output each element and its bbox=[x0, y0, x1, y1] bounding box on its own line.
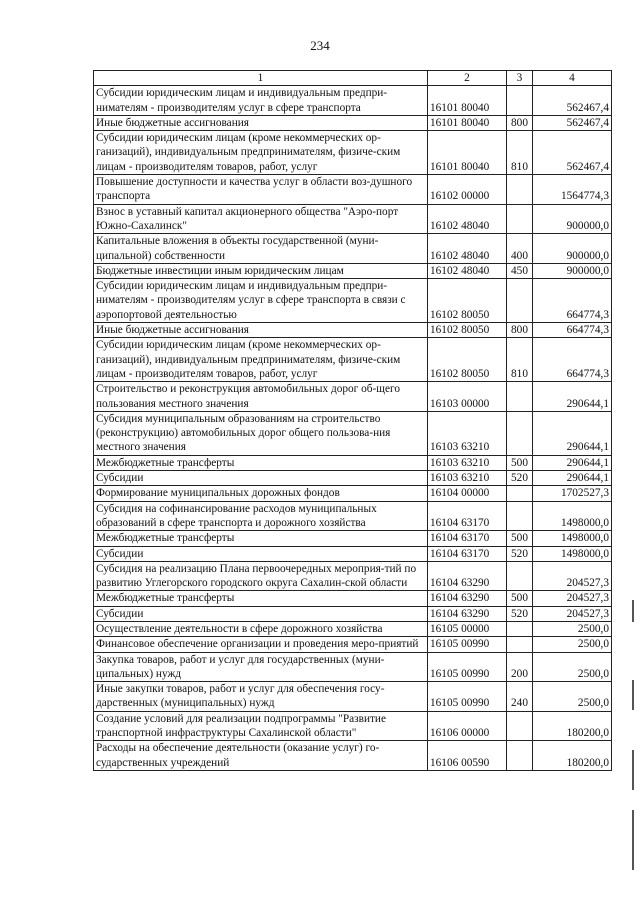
table-row bbox=[94, 561, 612, 591]
row-type bbox=[507, 637, 533, 652]
table-row bbox=[94, 711, 612, 741]
row-type: 810 bbox=[507, 338, 533, 382]
row-amount: 900000,0 bbox=[533, 234, 612, 264]
row-type: 520 bbox=[507, 606, 533, 621]
table-row bbox=[94, 546, 612, 561]
row-code: 16106 00000 bbox=[428, 711, 507, 741]
row-amount: 204527,3 bbox=[533, 561, 612, 591]
table-row bbox=[94, 471, 612, 486]
row-amount: 664774,3 bbox=[533, 323, 612, 338]
row-name: Формирование муниципальных дорожных фондов bbox=[94, 486, 428, 501]
header-col-2: 2 bbox=[428, 71, 507, 86]
row-type: 810 bbox=[507, 131, 533, 175]
row-name: Создание условий для реализации подпрограммы "Развитие транспортной инфраструктуры Сахалинской области" bbox=[94, 711, 428, 741]
table-row bbox=[94, 531, 612, 546]
row-type bbox=[507, 279, 533, 323]
row-name: Осуществление деятельности в сфере дорожного хозяйства bbox=[94, 621, 428, 636]
row-type: 200 bbox=[507, 652, 533, 682]
row-name: Субсидия муниципальным образованиям на строительство (реконструкцию) автомобильных дорог общего пользова-ния местного значения bbox=[94, 411, 428, 455]
row-name: Субсидия на софинансирование расходов муниципальных образований в сфере транспорта и дорожного хозяйства bbox=[94, 501, 428, 531]
row-name: Субсидии bbox=[94, 546, 428, 561]
row-code: 16103 00000 bbox=[428, 382, 507, 412]
row-amount: 290644,1 bbox=[533, 411, 612, 455]
row-amount: 180200,0 bbox=[533, 741, 612, 771]
row-type: 500 bbox=[507, 455, 533, 470]
row-name: Межбюджетные трансферты bbox=[94, 455, 428, 470]
row-name: Закупка товаров, работ и услуг для государственных (муни-ципальных) нужд bbox=[94, 652, 428, 682]
table-row bbox=[94, 652, 612, 682]
row-code: 16104 63170 bbox=[428, 546, 507, 561]
row-name: Расходы на обеспечение деятельности (оказание услуг) го-сударственных учреждений bbox=[94, 741, 428, 771]
row-code: 16103 63210 bbox=[428, 471, 507, 486]
row-name: Бюджетные инвестиции иным юридическим лицам bbox=[94, 263, 428, 278]
table-row bbox=[94, 175, 612, 205]
row-name: Межбюджетные трансферты bbox=[94, 531, 428, 546]
row-code: 16102 48040 bbox=[428, 263, 507, 278]
row-code: 16102 80050 bbox=[428, 338, 507, 382]
row-code: 16102 80050 bbox=[428, 279, 507, 323]
row-type: 500 bbox=[507, 591, 533, 606]
row-code: 16102 00000 bbox=[428, 175, 507, 205]
row-amount: 664774,3 bbox=[533, 338, 612, 382]
table-row bbox=[94, 323, 612, 338]
row-type: 400 bbox=[507, 234, 533, 264]
row-name: Субсидии юридическим лицам и индивидуальным предпри-нимателям - производителям услуг в сфере транспорта bbox=[94, 86, 428, 116]
row-amount: 2500,0 bbox=[533, 637, 612, 652]
row-amount: 664774,3 bbox=[533, 279, 612, 323]
row-type bbox=[507, 501, 533, 531]
row-type bbox=[507, 486, 533, 501]
table-row bbox=[94, 382, 612, 412]
row-code: 16104 63290 bbox=[428, 561, 507, 591]
header-col-4: 4 bbox=[533, 71, 612, 86]
row-type: 240 bbox=[507, 682, 533, 712]
table-row bbox=[94, 637, 612, 652]
table-row bbox=[94, 411, 612, 455]
row-type bbox=[507, 561, 533, 591]
row-type: 520 bbox=[507, 546, 533, 561]
budget-table bbox=[93, 70, 612, 771]
table-header-row bbox=[94, 71, 612, 86]
table-row bbox=[94, 486, 612, 501]
row-name: Субсидии bbox=[94, 471, 428, 486]
row-name: Повышение доступности и качества услуг в области воз-душного транспорта bbox=[94, 175, 428, 205]
row-type: 800 bbox=[507, 115, 533, 130]
header-col-3: 3 bbox=[507, 71, 533, 86]
row-amount: 290644,1 bbox=[533, 471, 612, 486]
row-type bbox=[507, 741, 533, 771]
table-row bbox=[94, 606, 612, 621]
table-row bbox=[94, 501, 612, 531]
table-row bbox=[94, 591, 612, 606]
row-type bbox=[507, 411, 533, 455]
row-amount: 1702527,3 bbox=[533, 486, 612, 501]
row-amount: 290644,1 bbox=[533, 455, 612, 470]
page-number: 234 bbox=[310, 38, 330, 53]
row-amount: 900000,0 bbox=[533, 204, 612, 234]
row-code: 16102 48040 bbox=[428, 204, 507, 234]
row-code: 16102 48040 bbox=[428, 234, 507, 264]
table-row bbox=[94, 115, 612, 130]
row-name: Иные бюджетные ассигнования bbox=[94, 323, 428, 338]
row-name: Субсидия на реализацию Плана первоочередных мероприя-тий по развитию Углегорского городского округа Сахалин-ской области bbox=[94, 561, 428, 591]
row-amount: 2500,0 bbox=[533, 621, 612, 636]
scan-edge-marks bbox=[628, 600, 634, 900]
row-name: Финансовое обеспечение организации и проведения меро-приятий bbox=[94, 637, 428, 652]
row-type bbox=[507, 621, 533, 636]
table-row bbox=[94, 682, 612, 712]
row-code: 16104 63170 bbox=[428, 531, 507, 546]
row-amount: 2500,0 bbox=[533, 682, 612, 712]
table-row bbox=[94, 338, 612, 382]
row-type bbox=[507, 86, 533, 116]
table-row bbox=[94, 86, 612, 116]
row-amount: 204527,3 bbox=[533, 606, 612, 621]
row-name: Строительство и реконструкция автомобильных дорог об-щего пользования местного значения bbox=[94, 382, 428, 412]
row-amount: 562467,4 bbox=[533, 86, 612, 116]
row-name: Капитальные вложения в объекты государственной (муни-ципальной) собственности bbox=[94, 234, 428, 264]
row-name: Взнос в уставный капитал акционерного общества "Аэро-порт Южно-Сахалинск" bbox=[94, 204, 428, 234]
row-type: 450 bbox=[507, 263, 533, 278]
row-amount: 1498000,0 bbox=[533, 531, 612, 546]
table-row bbox=[94, 455, 612, 470]
row-code: 16101 80040 bbox=[428, 115, 507, 130]
row-name: Субсидии юридическим лицам (кроме некоммерческих ор-ганизаций), индивидуальным предпринимателям, физиче-ским лицам - производителям товаров, работ, услуг bbox=[94, 338, 428, 382]
row-code: 16104 00000 bbox=[428, 486, 507, 501]
row-amount: 290644,1 bbox=[533, 382, 612, 412]
row-amount: 2500,0 bbox=[533, 652, 612, 682]
row-amount: 1498000,0 bbox=[533, 546, 612, 561]
row-name: Субсидии bbox=[94, 606, 428, 621]
table-row bbox=[94, 234, 612, 264]
row-code: 16105 00990 bbox=[428, 637, 507, 652]
row-amount: 1498000,0 bbox=[533, 501, 612, 531]
row-code: 16105 00000 bbox=[428, 621, 507, 636]
row-name: Иные закупки товаров, работ и услуг для обеспечения госу-дарственных (муниципальных) нужд bbox=[94, 682, 428, 712]
table-row bbox=[94, 621, 612, 636]
row-amount: 204527,3 bbox=[533, 591, 612, 606]
row-code: 16104 63290 bbox=[428, 591, 507, 606]
row-code: 16104 63170 bbox=[428, 501, 507, 531]
row-name: Иные бюджетные ассигнования bbox=[94, 115, 428, 130]
row-type bbox=[507, 711, 533, 741]
row-code: 16103 63210 bbox=[428, 455, 507, 470]
row-type bbox=[507, 204, 533, 234]
row-type bbox=[507, 175, 533, 205]
row-code: 16102 80050 bbox=[428, 323, 507, 338]
row-type: 520 bbox=[507, 471, 533, 486]
row-code: 16105 00990 bbox=[428, 652, 507, 682]
table-row bbox=[94, 263, 612, 278]
row-type bbox=[507, 382, 533, 412]
row-amount: 562467,4 bbox=[533, 131, 612, 175]
row-code: 16104 63290 bbox=[428, 606, 507, 621]
table-row bbox=[94, 131, 612, 175]
row-amount: 180200,0 bbox=[533, 711, 612, 741]
row-name: Субсидии юридическим лицам и индивидуальным предпри-нимателям - производителям услуг в сфере транспорта в связи с аэропортовой деятельностью bbox=[94, 279, 428, 323]
table-row bbox=[94, 279, 612, 323]
row-amount: 1564774,3 bbox=[533, 175, 612, 205]
table-row bbox=[94, 204, 612, 234]
row-name: Субсидии юридическим лицам (кроме некоммерческих ор-ганизаций), индивидуальным предпринимателям, физиче-ским лицам - производителям товаров, работ, услуг bbox=[94, 131, 428, 175]
row-type: 500 bbox=[507, 531, 533, 546]
row-amount: 900000,0 bbox=[533, 263, 612, 278]
row-code: 16103 63210 bbox=[428, 411, 507, 455]
header-col-1: 1 bbox=[94, 71, 428, 86]
row-code: 16106 00590 bbox=[428, 741, 507, 771]
row-code: 16101 80040 bbox=[428, 86, 507, 116]
row-code: 16105 00990 bbox=[428, 682, 507, 712]
row-code: 16101 80040 bbox=[428, 131, 507, 175]
row-amount: 562467,4 bbox=[533, 115, 612, 130]
row-name: Межбюджетные трансферты bbox=[94, 591, 428, 606]
row-type: 800 bbox=[507, 323, 533, 338]
table-row bbox=[94, 741, 612, 771]
